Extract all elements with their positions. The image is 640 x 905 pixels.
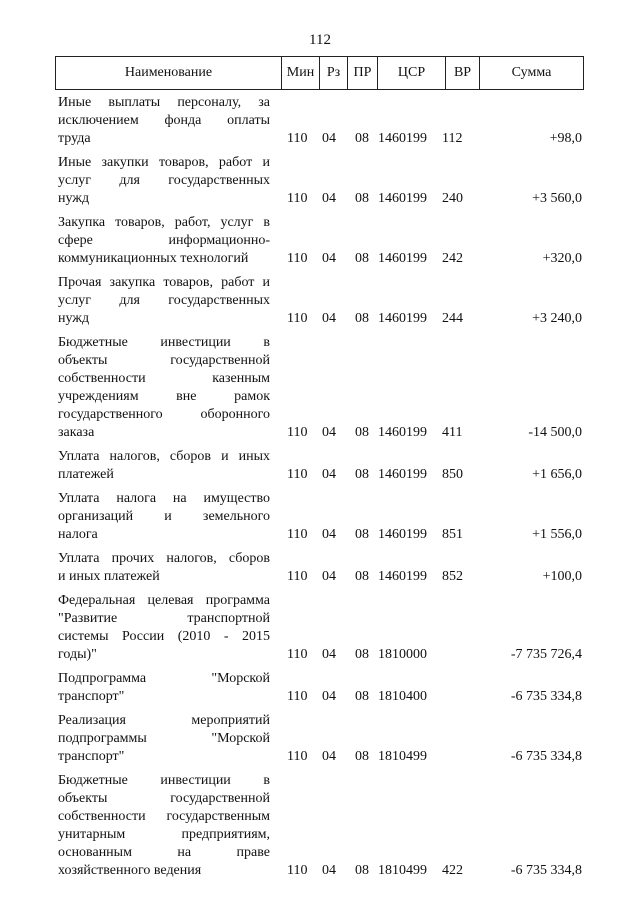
header-sum: Сумма — [480, 57, 584, 90]
row-name-line: Уплата прочих налогов, сборов — [58, 551, 270, 566]
row-name-line: заказа — [58, 425, 95, 440]
table-row — [0, 772, 640, 880]
row-name-line: налога — [58, 527, 98, 542]
cell-rz: 04 — [322, 251, 336, 266]
table-row — [0, 94, 640, 148]
row-name-line: услуг для государственных — [58, 173, 270, 188]
cell-vr: 242 — [442, 251, 463, 266]
cell-sum: -14 500,0 — [528, 425, 582, 440]
cell-pr: 08 — [355, 647, 369, 662]
cell-min: 110 — [287, 749, 308, 764]
cell-pr: 08 — [355, 689, 369, 704]
table-body — [0, 94, 640, 886]
row-name-line: собственности казенным — [58, 371, 270, 386]
cell-pr: 08 — [355, 251, 369, 266]
row-name-line: основанным на праве — [58, 845, 270, 860]
cell-pr: 08 — [355, 569, 369, 584]
cell-rz: 04 — [322, 863, 336, 878]
cell-sum: +1 656,0 — [532, 467, 582, 482]
row-name-line: Закупка товаров, работ, услуг в — [58, 215, 270, 230]
cell-csr: 1460199 — [378, 311, 427, 326]
table-row — [0, 670, 640, 706]
cell-rz: 04 — [322, 131, 336, 146]
cell-rz: 04 — [322, 191, 336, 206]
cell-csr: 1810499 — [378, 749, 427, 764]
cell-min: 110 — [287, 527, 308, 542]
table-row — [0, 334, 640, 442]
row-name-line: нужд — [58, 311, 90, 326]
row-name-line: Бюджетные инвестиции в — [58, 335, 270, 350]
cell-pr: 08 — [355, 863, 369, 878]
row-name-line: Уплата налогов, сборов и иных — [58, 449, 270, 464]
cell-sum: -6 735 334,8 — [510, 749, 582, 764]
cell-vr: 852 — [442, 569, 463, 584]
cell-csr: 1460199 — [378, 569, 427, 584]
cell-pr: 08 — [355, 467, 369, 482]
cell-rz: 04 — [322, 647, 336, 662]
row-name-line: труда — [58, 131, 91, 146]
page-number: 112 — [309, 32, 331, 48]
cell-rz: 04 — [322, 689, 336, 704]
cell-min: 110 — [287, 191, 308, 206]
cell-min: 110 — [287, 467, 308, 482]
row-name-line: "Развитие транспортной — [58, 611, 270, 626]
cell-pr: 08 — [355, 311, 369, 326]
cell-rz: 04 — [322, 569, 336, 584]
row-name-line: Реализация мероприятий — [58, 713, 270, 728]
row-name-line: организаций и земельного — [58, 509, 270, 524]
cell-min: 110 — [287, 251, 308, 266]
cell-min: 110 — [287, 425, 308, 440]
cell-csr: 1460199 — [378, 131, 427, 146]
row-name-line: унитарным предприятиям, — [58, 827, 270, 842]
cell-rz: 04 — [322, 467, 336, 482]
cell-vr: 422 — [442, 863, 463, 878]
cell-sum: +320,0 — [542, 251, 582, 266]
cell-sum: -7 735 726,4 — [510, 647, 582, 662]
table-row — [0, 274, 640, 328]
row-name-line: объекты государственной — [58, 791, 270, 806]
table-row — [0, 448, 640, 484]
cell-vr: 850 — [442, 467, 463, 482]
row-name-line: Иные закупки товаров, работ и — [58, 155, 270, 170]
header-rz: Рз — [320, 57, 348, 90]
row-name-line: системы России (2010 - 2015 — [58, 629, 270, 644]
table-row — [0, 490, 640, 544]
row-name-line: сфере информационно- — [58, 233, 270, 248]
cell-min: 110 — [287, 689, 308, 704]
cell-sum: +98,0 — [549, 131, 582, 146]
cell-vr: 411 — [442, 425, 463, 440]
cell-pr: 08 — [355, 749, 369, 764]
cell-rz: 04 — [322, 527, 336, 542]
cell-vr: 240 — [442, 191, 463, 206]
row-name-line: учреждениям вне рамок — [58, 389, 270, 404]
cell-sum: -6 735 334,8 — [510, 689, 582, 704]
row-name-line: и иных платежей — [58, 569, 160, 584]
cell-csr: 1810000 — [378, 647, 427, 662]
row-name-line: исключением фонда оплаты — [58, 113, 270, 128]
cell-rz: 04 — [322, 311, 336, 326]
row-name-line: Федеральная целевая программа — [58, 593, 270, 608]
cell-csr: 1460199 — [378, 527, 427, 542]
header-csr: ЦСР — [378, 57, 446, 90]
row-name-line: государственного оборонного — [58, 407, 270, 422]
row-name-line: подпрограммы "Морской — [58, 731, 270, 746]
row-name-line: Уплата налога на имущество — [58, 491, 270, 506]
cell-sum: +100,0 — [542, 569, 582, 584]
cell-csr: 1460199 — [378, 467, 427, 482]
table-row — [0, 592, 640, 664]
cell-min: 110 — [287, 863, 308, 878]
cell-csr: 1460199 — [378, 191, 427, 206]
cell-min: 110 — [287, 647, 308, 662]
row-name-line: услуг для государственных — [58, 293, 270, 308]
row-name-line: транспорт" — [58, 689, 125, 704]
table-row — [0, 712, 640, 766]
cell-sum: +3 240,0 — [532, 311, 582, 326]
cell-min: 110 — [287, 569, 308, 584]
row-name-line: транспорт" — [58, 749, 125, 764]
cell-min: 110 — [287, 131, 308, 146]
table-row — [0, 214, 640, 268]
cell-pr: 08 — [355, 425, 369, 440]
row-name-line: объекты государственной — [58, 353, 270, 368]
table-row — [0, 550, 640, 586]
row-name-line: Иные выплаты персоналу, за — [58, 95, 270, 110]
cell-csr: 1460199 — [378, 251, 427, 266]
row-name-line: собственности государственным — [58, 809, 270, 824]
header-vr: ВР — [446, 57, 480, 90]
cell-csr: 1810400 — [378, 689, 427, 704]
row-name-line: Подпрограмма "Морской — [58, 671, 270, 686]
cell-rz: 04 — [322, 749, 336, 764]
cell-csr: 1810499 — [378, 863, 427, 878]
cell-vr: 244 — [442, 311, 463, 326]
cell-csr: 1460199 — [378, 425, 427, 440]
cell-pr: 08 — [355, 527, 369, 542]
row-name-line: годы)" — [58, 647, 97, 662]
header-name: Наименование — [56, 57, 282, 90]
table-header — [55, 56, 584, 90]
row-name-line: Бюджетные инвестиции в — [58, 773, 270, 788]
row-name-line: коммуникационных технологий — [58, 251, 249, 266]
row-name-line: Прочая закупка товаров, работ и — [58, 275, 270, 290]
row-name-line: нужд — [58, 191, 90, 206]
row-name-line: хозяйственного ведения — [58, 863, 202, 878]
cell-rz: 04 — [322, 425, 336, 440]
row-name-line: платежей — [58, 467, 114, 482]
cell-pr: 08 — [355, 131, 369, 146]
table-row — [0, 154, 640, 208]
header-min: Мин — [282, 57, 320, 90]
cell-pr: 08 — [355, 191, 369, 206]
cell-sum: +1 556,0 — [532, 527, 582, 542]
cell-sum: +3 560,0 — [532, 191, 582, 206]
cell-min: 110 — [287, 311, 308, 326]
cell-vr: 851 — [442, 527, 463, 542]
cell-sum: -6 735 334,8 — [510, 863, 582, 878]
cell-vr: 112 — [442, 131, 463, 146]
header-pr: ПР — [348, 57, 378, 90]
